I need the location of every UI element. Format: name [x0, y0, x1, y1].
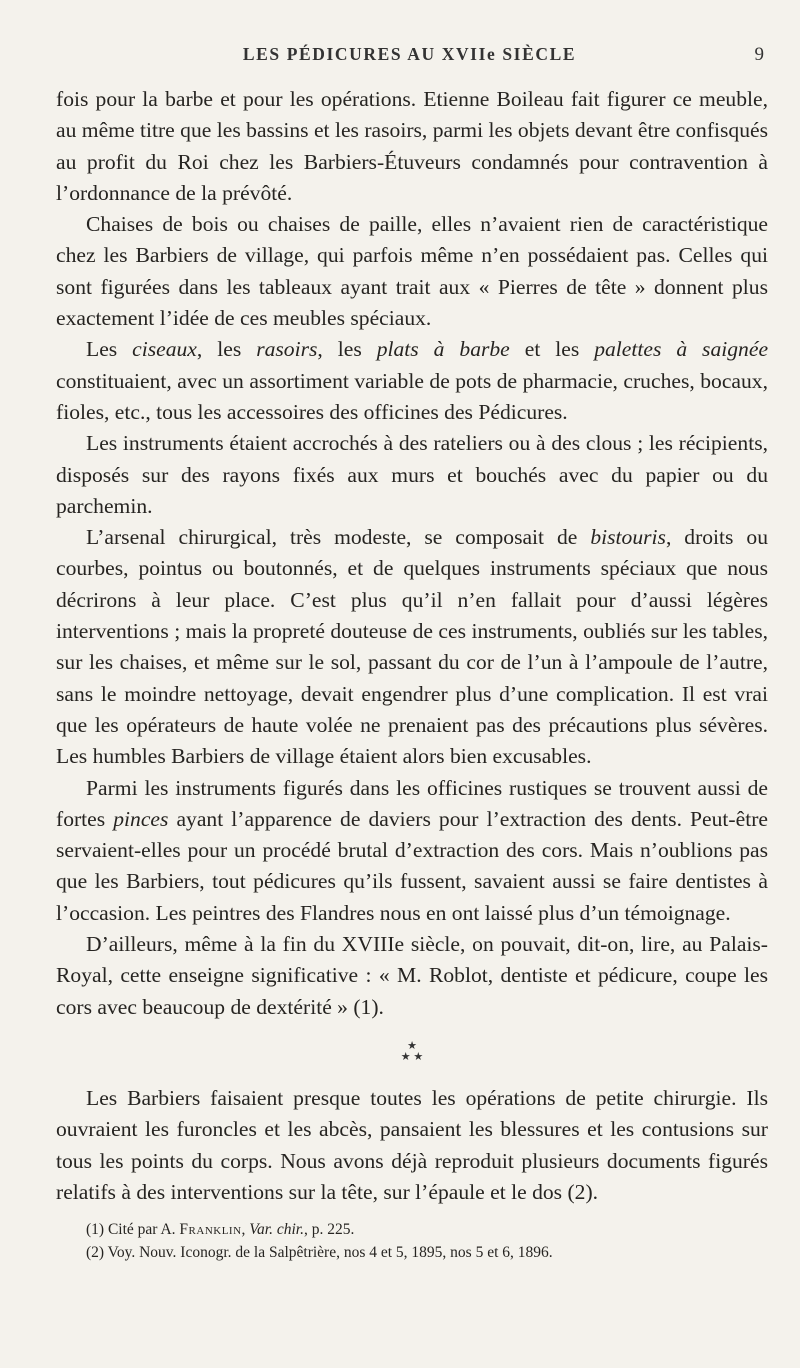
text-run: Franklin	[179, 1221, 242, 1239]
italic-term: plats à barbe	[376, 337, 510, 362]
text-run: ayant l’apparence de daviers pour l’extraction des dents. Peut-être servaient-elles pour un procédé brutal d’extraction des cors. Mais n’oublions pas que les Barbiers, tout pédicures qu’ils fussent, savaient aussi se faire dentistes à l’occasion. Les peintres des Flandres nous en ont laissé plus d’un témoignage.	[56, 806, 768, 925]
separator-stars-bottom: ★ ★	[400, 1050, 424, 1063]
text-run: Chaises de bois ou chaises de paille, elles n’avaient rien de caractéristique chez les Barbiers de village, qui parfois même n’en possédaient pas. Celles qui sont figurées dans les tableaux ayant trait aux « Pierres de tête » donnent plus exactement l’idée de ces meubles spéciaux.	[56, 212, 768, 331]
italic-term: ciseaux	[132, 337, 197, 362]
paragraphs-before	[56, 84, 768, 1023]
running-header	[55, 44, 764, 74]
paragraphs-after	[56, 1083, 768, 1208]
text-run: , les	[196, 337, 257, 362]
footnote	[56, 1218, 768, 1241]
text-run: , les	[317, 337, 377, 362]
text-run: , p. 225.	[304, 1221, 355, 1239]
italic-term: bistouris	[590, 525, 666, 550]
text-run: , droits ou courbes, pointus ou boutonnés, et de quelques instruments spéciaux que nous décrirons à leur place. C’est plus qu’il n’en fallait pour d’aussi légères interventions ; mais la propreté douteuse de ces instruments, oubliés sur les tables, sur les chaises, et même sur le sol, passant du cor de l’un à l’ampoule de l’autre, sans le moindre nettoyage, devait engendrer plus d’une complication. Il est vrai que les opérateurs de haute volée ne prenaient pas des précautions plus sévères. Les humbles Barbiers de village étaient alors bien excusables.	[56, 525, 768, 769]
text-run: Les instruments étaient accrochés à des rateliers ou à des clous ; les récipients, disposés sur des rayons fixés aux murs et bouchés avec du papier ou du parchemin.	[56, 431, 768, 518]
paragraph	[56, 929, 768, 1023]
text-run: Les	[86, 337, 133, 362]
text-run: (1) Cité par A.	[86, 1221, 180, 1239]
text-run: (2) Voy. Nouv. Iconogr. de la Salpêtrière, nos 4 et 5, 1895, nos 5 et 6, 1896.	[86, 1244, 553, 1262]
text-run: ,	[241, 1221, 250, 1239]
section-separator	[56, 1041, 768, 1063]
text-run: D’ailleurs, même à la fin du XVIIIe siècle, on pouvait, dit-on, lire, au Palais-Royal, cette enseigne significative : « M. Roblot, dentiste et pédicure, coupe les cors avec beaucoup de dextérité » (1).	[56, 932, 768, 1019]
main-text	[56, 84, 768, 1264]
running-title: LES PÉDICURES AU XVIIe SIÈCLE	[242, 44, 577, 64]
separator-star-top: ★	[407, 1039, 417, 1052]
text-run: Les Barbiers faisaient presque toutes les opérations de petite chirurgie. Ils ouvraient les furoncles et les abcès, pansaient les blessures et les contusions sur tous les points du corps. Nous avons déjà reproduit plusieurs documents figurés relatifs à des interventions sur la tête, sur l’épaule et le dos (2).	[56, 1085, 768, 1204]
footnote	[56, 1241, 768, 1264]
paragraph	[56, 84, 768, 209]
text-run: et les	[509, 337, 595, 362]
italic-term: rasoirs	[256, 337, 318, 362]
paragraph	[56, 428, 768, 522]
paragraph	[56, 522, 768, 772]
paragraph	[56, 1083, 768, 1208]
page-number: 9	[754, 44, 764, 65]
text-run: fois pour la barbe et pour les opérations. Etienne Boileau fait figurer ce meuble, au même titre que les bassins et les rasoirs, parmi les objets devant être confisqués au profit du Roi chez les Barbiers-Étuveurs condamnés pour contravention à l’ordonnance de la prévôté.	[56, 87, 768, 205]
paragraph	[56, 334, 768, 428]
italic-term: palettes à saignée	[594, 337, 769, 362]
italic-term: Var. chir.	[249, 1221, 304, 1239]
italic-term: pinces	[113, 806, 169, 831]
paragraph	[56, 773, 768, 929]
text-run: L’arsenal chirurgical, très modeste, se composait de	[86, 525, 591, 550]
footnotes	[56, 1218, 768, 1264]
text-run: constituaient, avec un assortiment variable de pots de pharmacie, cruches, bocaux, fioles, etc., tous les accessoires des officines des Pédicures.	[56, 368, 768, 424]
paragraph	[56, 209, 768, 334]
text-run: Parmi les instruments figurés dans les officines rustiques se trouvent aussi de fortes	[56, 775, 768, 831]
